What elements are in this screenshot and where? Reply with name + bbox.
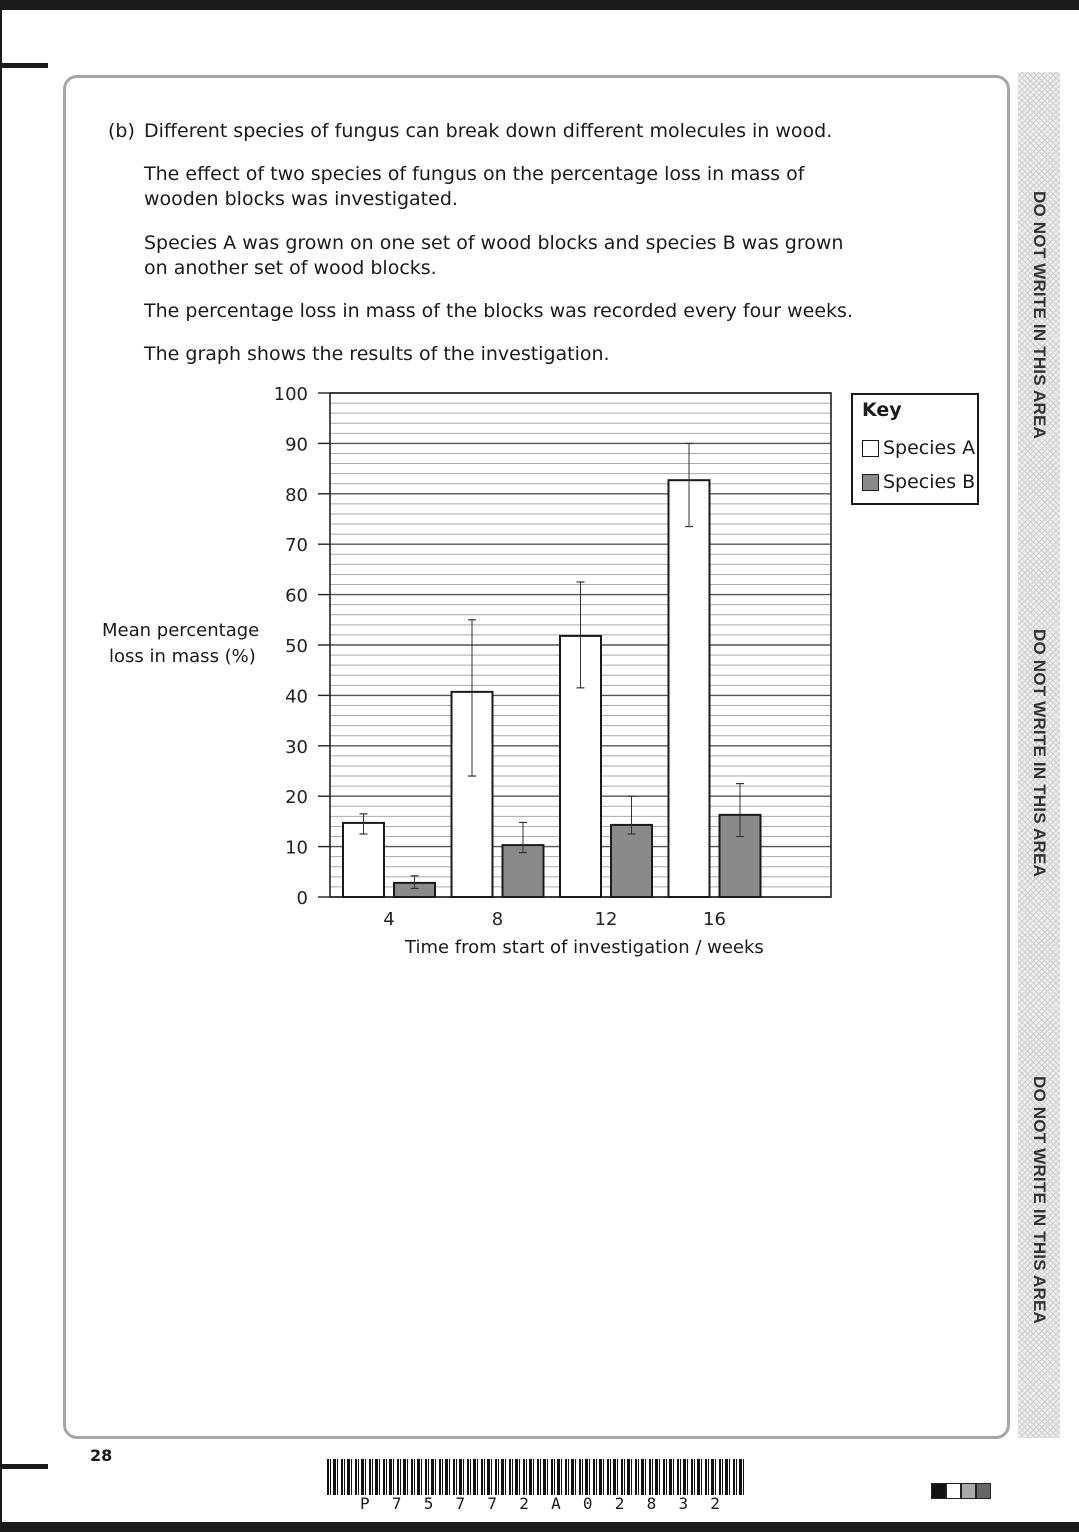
y-axis-label: loss in mass (%) <box>109 646 256 667</box>
barcode-char: 2 <box>519 1494 529 1513</box>
y-tick-label: 100 <box>273 384 308 405</box>
do-not-write-label: DO NOT WRITE IN THIS AREA <box>1030 190 1049 440</box>
question-paragraph: Species A was grown on one set of wood blocks and species B was grown on another set of wood blocks. <box>144 232 844 279</box>
bottom-border <box>0 1522 1079 1532</box>
x-tick-label: 8 <box>491 909 504 930</box>
barcode-char: 8 <box>646 1494 657 1513</box>
margin-mark <box>0 1464 48 1469</box>
do-not-write-label: DO NOT WRITE IN THIS AREA <box>1030 628 1049 878</box>
legend-label: Species A <box>883 437 976 459</box>
y-tick-label: 80 <box>285 484 308 506</box>
question-paragraph: The percentage loss in mass of the blocks was recorded every four weeks. <box>144 300 853 322</box>
legend-title: Key <box>862 399 902 421</box>
legend-swatch <box>862 474 879 491</box>
y-tick-label: 50 <box>285 636 308 657</box>
question-paragraph: The effect of two species of fungus on the percentage loss in mass of wooden blocks was investigated. <box>144 163 805 210</box>
barcode-char: 2 <box>710 1494 720 1513</box>
barcode-char: 7 <box>487 1494 498 1513</box>
legend-swatch <box>862 440 879 457</box>
question-label: (b) <box>108 120 135 142</box>
chart-legend <box>851 393 979 505</box>
question-paragraph: The graph shows the results of the investigation. <box>144 343 610 365</box>
bar-species-a <box>669 480 710 897</box>
page-number: 28 <box>90 1446 113 1465</box>
barcode-char: 7 <box>455 1494 466 1513</box>
barcode-char: 7 <box>391 1494 402 1513</box>
x-tick-label: 16 <box>703 909 726 930</box>
x-tick-label: 4 <box>383 909 395 930</box>
y-tick-label: 60 <box>285 585 308 607</box>
y-tick-label: 70 <box>285 535 308 557</box>
colour-square <box>946 1483 961 1499</box>
barcode-char: 2 <box>614 1494 625 1513</box>
colour-square <box>931 1483 946 1499</box>
legend-item-species-b <box>862 471 975 493</box>
y-axis-label: Mean percentage <box>102 620 260 641</box>
y-tick-label: 30 <box>285 736 308 758</box>
x-axis-label: Time from start of investigation / weeks <box>405 937 764 958</box>
do-not-write-label: DO NOT WRITE IN THIS AREA <box>1030 1075 1049 1325</box>
barcode-text <box>360 1494 720 1513</box>
y-tick-label: 40 <box>285 686 308 708</box>
x-tick-label: 12 <box>594 909 618 930</box>
barcode-char: 0 <box>582 1494 593 1513</box>
bar-species-b <box>611 825 652 897</box>
barcode-char: 5 <box>423 1494 434 1513</box>
barcode-char: 3 <box>678 1494 689 1513</box>
legend-label: Species B <box>883 471 976 493</box>
barcode <box>327 1459 745 1495</box>
y-tick-label: 0 <box>296 888 308 909</box>
colour-square <box>961 1483 976 1499</box>
legend-item-species-a <box>862 437 975 459</box>
y-tick-label: 20 <box>285 787 308 809</box>
y-tick-label: 90 <box>285 434 308 456</box>
barcode-char: P <box>360 1494 370 1513</box>
barcode-char: A <box>551 1494 561 1513</box>
y-tick-label: 10 <box>285 837 308 859</box>
question-intro: Different species of fungus can break down different molecules in wood. <box>144 120 833 142</box>
colour-square <box>976 1483 991 1499</box>
